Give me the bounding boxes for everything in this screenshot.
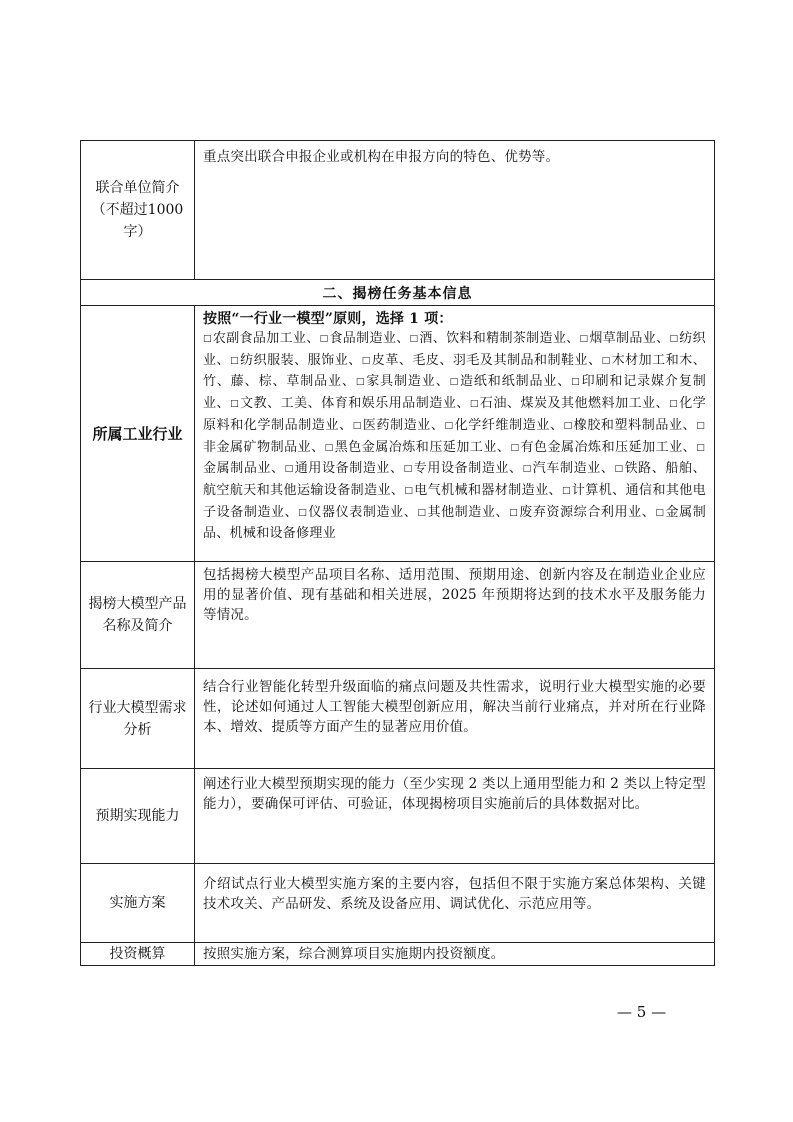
checkbox-icon[interactable]: □ [579, 334, 589, 344]
industry-option[interactable] [404, 483, 548, 498]
industry-option-label: 烟草制品业 [589, 331, 657, 346]
checkbox-icon[interactable]: □ [561, 485, 571, 496]
checkbox-icon[interactable]: □ [203, 334, 212, 344]
industry-option[interactable] [320, 331, 397, 346]
model-intro-row [81, 562, 715, 669]
industry-option[interactable] [410, 331, 567, 346]
checkbox-icon[interactable]: □ [522, 464, 532, 475]
checkbox-icon[interactable]: □ [355, 377, 366, 388]
checkbox-icon[interactable]: □ [669, 399, 679, 410]
checkbox-icon[interactable]: □ [409, 334, 419, 344]
checkbox-icon[interactable]: □ [403, 464, 413, 475]
industry-option-label: 黑色金属冶炼和压延加工业 [334, 439, 497, 455]
industry-option-label: 纺织业 [203, 331, 706, 368]
industry-option[interactable] [298, 505, 403, 520]
checkbox-icon[interactable]: □ [696, 420, 706, 431]
industry-option-label: 化学纤维制造业 [454, 417, 550, 433]
demand-content: 结合行业智能化转型升级面临的痛点问题及共性需求，说明行业大模型实施的必要性，论述如何通过人工智能大模型创新应用，解决当前行业痛点，并对所在行业降本、增效、提质等方面产生的显著应用价值。 [195, 669, 715, 769]
industry-option-label: 文教、工美、体育和娱乐用品制造业 [240, 396, 457, 412]
industry-option[interactable] [356, 374, 436, 389]
industry-option[interactable] [325, 440, 497, 455]
industry-option-label: 医药制造业 [362, 417, 431, 433]
industry-option-label: 汽车制造业 [532, 461, 601, 477]
investment-label: 投资概算 [81, 943, 195, 966]
industry-option[interactable] [450, 374, 558, 389]
checkbox-icon[interactable]: □ [417, 507, 427, 518]
industry-option-label: 石油、煤炭及其他燃料加工业 [479, 396, 656, 412]
industry-option[interactable] [523, 461, 601, 476]
industry-option[interactable] [445, 418, 550, 433]
checkbox-icon[interactable]: □ [404, 485, 414, 496]
section-header: 二、揭榜任务基本信息 [81, 280, 715, 306]
industry-option[interactable] [362, 353, 588, 368]
joint-unit-label-line2: （不超过1000 [91, 202, 184, 218]
demand-label: 行业大模型需求分析 [81, 669, 195, 769]
industry-selection-instruction: 按照“一行业一模型”原则，选择 1 项： [203, 311, 453, 327]
industry-option[interactable] [417, 505, 495, 520]
industry-option-label: 造纸和纸制品业 [460, 374, 558, 390]
industry-option-label: 仪器仪表制造业 [308, 504, 404, 520]
checkbox-icon[interactable]: □ [319, 334, 329, 344]
application-form-table [80, 140, 715, 966]
industry-option-label: 通用设备制造业 [294, 461, 391, 477]
industry-option-label: 皮革、毛皮、羽毛及其制品和制鞋业 [371, 352, 589, 368]
industry-option-label: 金属制品业 [203, 461, 272, 477]
checkbox-icon[interactable]: □ [469, 399, 479, 410]
industry-option-label: 计算机、通信和其他电子设备制造业 [203, 482, 707, 520]
industry-option-label: 化学原料和化学制品制造业 [203, 396, 707, 433]
industry-label: 所属工业行业 [81, 306, 195, 562]
checkbox-icon[interactable]: □ [352, 420, 362, 431]
checkbox-icon[interactable]: □ [510, 442, 520, 453]
industry-options-list: □农副食品加工业、□食品制造业、□酒、饮料和精制茶制造业、□烟草制品业、□纺织业、□纺织服装、服饰业、□皮革、毛皮、羽毛及其制品和制鞋业、□木材加工和木、竹、藤、棕、草制品业、□家具制造业、□造纸和纸制品业、□印刷和记录媒介复制业、□文教、工美、体育和娱乐用品制造业、□石油、煤炭及其他燃料加工业、□化学原料和化学制品制造业、□医药制造业、□化学纤维制造业、□橡胶和塑料制品业、□非金属矿物制品业、□黑色金属冶炼和压延加工业、□有色金属冶炼和压延加工业、□金属制品业、□通用设备制造业、□专用设备制造业、□汽车制造业、□铁路、船舶、航空航天和其他运输设备制造业、□电气机械和器材制造业、□计算机、通信和其他电子设备制造业、□仪器仪表制造业、□其他制造业、□废弃资源综合利用业、□金属制品、机械和设备修理业 [203, 331, 707, 542]
checkbox-icon[interactable]: □ [324, 442, 334, 453]
industry-option-label: 有色金属冶炼和压延加工业 [520, 439, 683, 455]
checkbox-icon[interactable]: □ [449, 377, 460, 388]
industry-option-label: 金属制品、机械和设备修理业 [203, 504, 707, 542]
industry-option[interactable] [510, 440, 682, 455]
industry-option-label: 非金属矿物制品业 [203, 439, 312, 455]
checkbox-icon[interactable]: □ [298, 507, 308, 518]
industry-option-label: 木材加工和木、竹、藤、棕、草制品业 [203, 352, 707, 390]
industry-option-label: 酒、饮料和精制茶制造业 [419, 331, 567, 346]
industry-option[interactable] [285, 461, 390, 476]
industry-option-label: 橡胶和塑料制品业 [573, 417, 683, 433]
industry-option-label: 印刷和记录媒介复制业 [203, 374, 707, 412]
checkbox-icon[interactable]: □ [563, 420, 573, 431]
checkbox-icon[interactable]: □ [361, 355, 371, 366]
checkbox-icon[interactable]: □ [284, 464, 294, 475]
checkbox-icon[interactable]: □ [230, 355, 240, 366]
industry-option-label: 其他制造业 [427, 504, 496, 520]
checkbox-icon[interactable]: □ [655, 507, 665, 518]
investment-content: 按照实施方案，综合测算项目实施期内投资额度。 [195, 943, 715, 966]
industry-option[interactable] [203, 331, 306, 346]
checkbox-icon[interactable]: □ [571, 377, 581, 388]
plan-content: 介绍试点行业大模型实施方案的主要内容，包括但不限于实施方案总体架构、关键技术攻关、产品研发、系统及设备应用、调试优化、示范应用等。 [195, 864, 715, 943]
joint-unit-content: 重点突出联合申报企业或机构在申报方向的特色、优势等。 [195, 141, 715, 280]
industry-option[interactable] [580, 331, 657, 346]
checkbox-icon[interactable]: □ [696, 442, 706, 453]
industry-content [195, 306, 715, 562]
model-intro-label: 揭榜大模型产品名称及简介 [81, 562, 195, 669]
industry-option-label: 电气机械和器材制造业 [414, 482, 549, 498]
joint-unit-label-line1: 联合单位简介 [95, 180, 180, 196]
capability-label: 预期实现能力 [81, 769, 195, 864]
industry-option[interactable] [230, 353, 348, 368]
industry-option[interactable] [230, 396, 456, 411]
checkbox-icon[interactable]: □ [614, 464, 624, 475]
industry-option-label: 专用设备制造业 [413, 461, 510, 477]
joint-unit-label-line3: 字） [123, 224, 152, 240]
industry-option-label: 食品制造业 [329, 331, 397, 346]
plan-label: 实施方案 [81, 864, 195, 943]
joint-unit-row [81, 141, 715, 280]
checkbox-icon[interactable]: □ [230, 399, 240, 410]
industry-option[interactable] [564, 418, 683, 433]
investment-row [81, 943, 715, 966]
demand-row [81, 669, 715, 769]
joint-unit-label [81, 141, 195, 280]
checkbox-icon[interactable]: □ [601, 355, 611, 366]
industry-option-label: 家具制造业 [366, 374, 436, 390]
checkbox-icon[interactable]: □ [509, 507, 519, 518]
model-intro-content: 包括揭榜大模型产品项目名称、适用范围、预期用途、创新内容及在制造业企业应用的显著价值、现有基础和相关进展，2025 年预期将达到的技术水平及服务能力等情况。 [195, 562, 715, 669]
checkbox-icon[interactable]: □ [669, 334, 679, 344]
industry-option-label: 纺织服装、服饰业 [240, 352, 349, 368]
industry-option[interactable] [353, 418, 431, 433]
industry-option[interactable] [404, 461, 509, 476]
page-number: — 5 — [617, 1003, 667, 1021]
section-header-row [81, 280, 715, 306]
industry-option-label: 铁路、船舶、航空航天和其他运输设备制造业 [203, 461, 706, 498]
checkbox-icon[interactable]: □ [444, 420, 454, 431]
industry-option-label: 农副食品加工业 [212, 331, 307, 346]
plan-row [81, 864, 715, 943]
capability-row [81, 769, 715, 864]
industry-option[interactable] [470, 396, 656, 411]
industry-option-label: 废弃资源综合利用业 [519, 504, 642, 520]
industry-row [81, 306, 715, 562]
industry-option[interactable] [509, 505, 642, 520]
capability-content: 阐述行业大模型预期实现的能力（至少实现 2 类以上通用型能力和 2 类以上特定型能力），要确保可评估、可验证，体现揭榜项目实施前后的具体数据对比。 [195, 769, 715, 864]
